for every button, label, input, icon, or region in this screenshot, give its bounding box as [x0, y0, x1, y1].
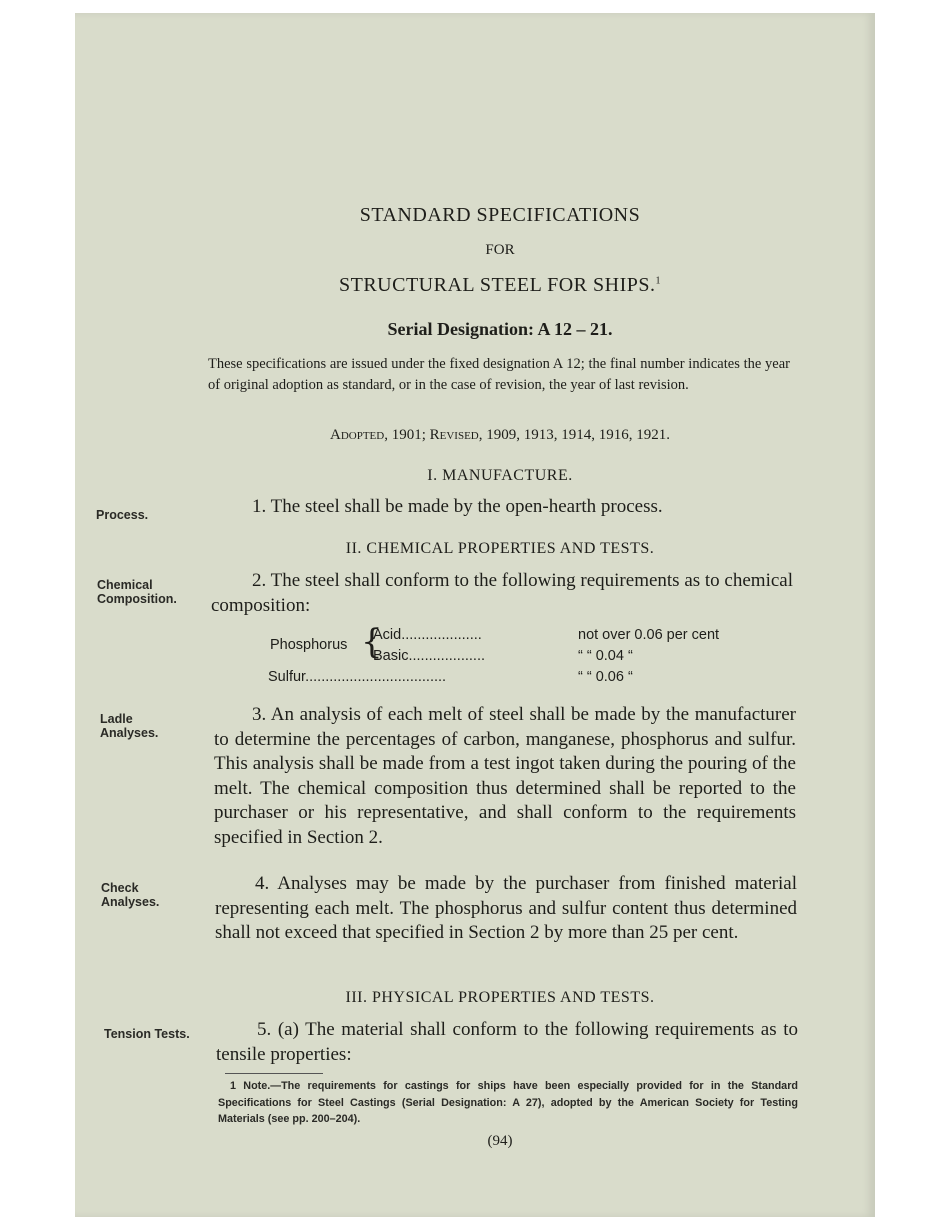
margin-label-check-analyses: Check Analyses. [101, 881, 160, 909]
margin-label-tension-tests: Tension Tests. [104, 1027, 190, 1041]
section-heading-3: III. PHYSICAL PROPERTIES AND TESTS. [345, 989, 655, 1006]
paragraph-1: 1. The steel shall be made by the open-hearth process. [252, 496, 663, 517]
footnote: 1 Note.—The requirements for castings for ships have been especially provided for in the Standard Specifications for Steel Castings (Serial Designation: A 27), adopted by the American Society for Testing Materials (see pp. 200–204). [218, 1080, 798, 1125]
paragraph-4: 4. Analyses may be made by the purchaser from finished material representing each melt. The phosphorus and sulfur content thus determined shall not exceed that specified in Section 2 by more than 25 per cent. [215, 873, 797, 943]
intro-note: These specifications are issued under the fixed designation A 12; the final number indicates the year of original adoption as standard, or in the case of revision, the year of last revision. [208, 356, 790, 393]
doc-title-line2: FOR [485, 242, 515, 258]
paragraph-3: 3. An analysis of each melt of steel shall be made by the manufacturer to determine the percentages of carbon, manganese, phosphorus and sulfur. This analysis shall be made from a test ingot taken during the pouring of the melt. The chemical composition thus determined shall be reported to the purchaser or his representative, and shall conform to the requirements specified in Section 2. [214, 704, 796, 848]
table-row-acid: Acid.................... [373, 627, 482, 643]
adoption-info: Adopted, 1901; Revised, 1909, 1913, 1914, 1916, 1921. [330, 427, 670, 443]
serial-designation: Serial Designation: A 12 – 21. [387, 319, 613, 339]
footnote-rule [225, 1073, 323, 1074]
paragraph-5: 5. (a) The material shall conform to the following requirements as to tensile properties: [216, 1019, 798, 1065]
footnote-marker: 1 [655, 275, 661, 287]
paragraph-2: 2. The steel shall conform to the following requirements as to chemical composition: [211, 570, 793, 616]
table-row-sulfur: Sulfur................................... [268, 669, 447, 685]
brace-symbol: { [361, 622, 383, 662]
table-value-basic: “ “ 0.04 “ [578, 648, 633, 664]
table-value-acid: not over 0.06 per cent [578, 627, 720, 643]
table-row-label-phosphorus: Phosphorus [270, 637, 348, 653]
margin-label-process: Process. [96, 508, 149, 522]
table-value-sulfur: “ “ 0.06 “ [578, 669, 633, 685]
page-number: (94) [487, 1133, 513, 1149]
section-heading-2: II. CHEMICAL PROPERTIES AND TESTS. [345, 540, 655, 557]
table-row-basic: Basic................... [373, 648, 485, 664]
margin-label-chemical-composition: Chemical Composition. [97, 578, 177, 606]
margin-label-ladle-analyses: Ladle Analyses. [100, 712, 159, 740]
doc-title-line3: STRUCTURAL STEEL FOR SHIPS.$^1$ [338, 274, 661, 296]
section-heading-1: I. MANUFACTURE. [427, 467, 573, 484]
doc-title-line1: STANDARD SPECIFICATIONS [359, 204, 641, 226]
